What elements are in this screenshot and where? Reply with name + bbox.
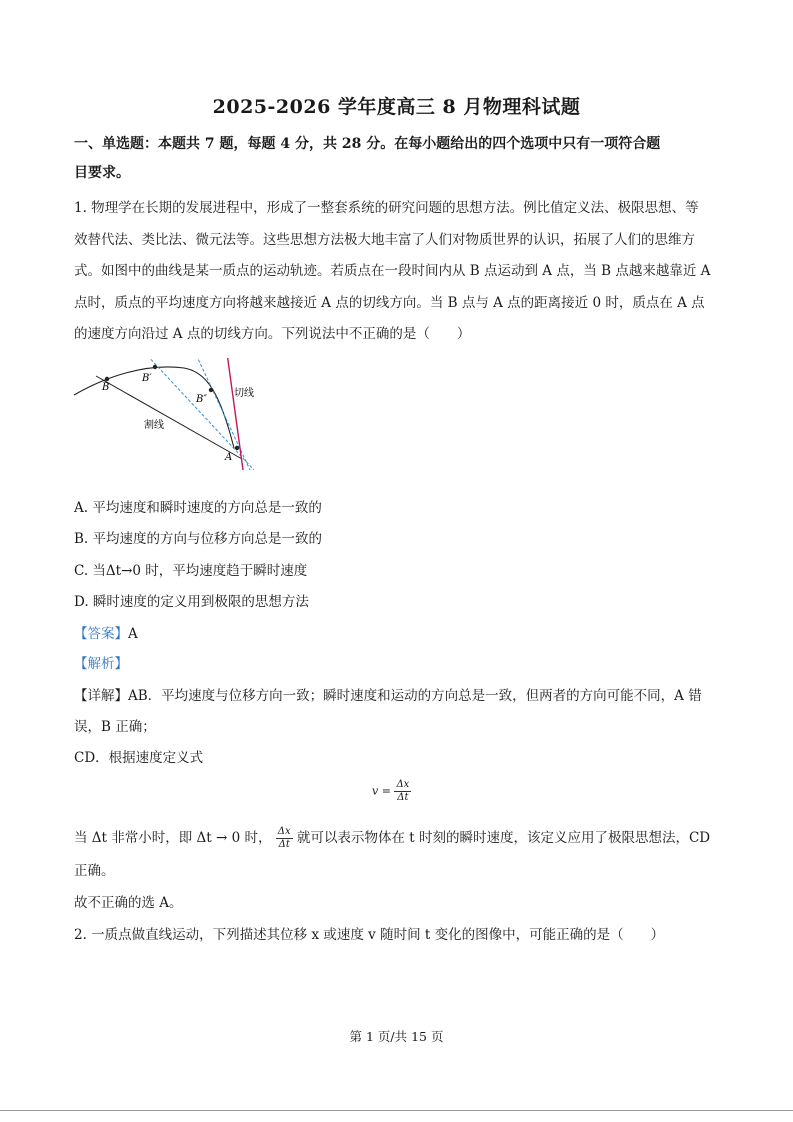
section-heading-line1: 一、单选题：本题共 7 题，每题 4 分，共 28 分。在每小题给出的四个选项中只有一项符合题 bbox=[74, 136, 661, 152]
q2-text: 2. 一质点做直线运动，下列描述其位移 x 或速度 v 随时间 t 变化的图像中，可能正确的是（ ） bbox=[74, 927, 665, 943]
formula-denominator: Δt bbox=[397, 792, 409, 803]
page-footer: 第 1 页/共 15 页 bbox=[349, 1029, 444, 1044]
detail-line2: 误，B 正确； bbox=[74, 719, 156, 735]
option-b: B. 平均速度的方向与位移方向总是一致的 bbox=[74, 531, 323, 547]
detail-text-1: AB．平均速度与位移方向一致；瞬时速度和运动的方向总是一致，但两者的方向可能不同，A 错 bbox=[128, 688, 702, 704]
ratio-numerator: Δx bbox=[277, 826, 291, 837]
trajectory-curve bbox=[74, 367, 234, 448]
detail-line1 bbox=[74, 686, 724, 706]
section-heading-line2: 目要求。 bbox=[74, 165, 130, 181]
answer-value: A bbox=[128, 626, 138, 642]
answer-tag: 【答案】 bbox=[74, 626, 128, 642]
q1-text-line3: 式。如图中的曲线是某一质点的运动轨迹。若质点在一段时间内从 B 点运动到 A 点，当 B 点越来越靠近 A bbox=[74, 263, 711, 279]
detail-tag: 【详解】 bbox=[74, 688, 128, 704]
secant-line bbox=[96, 376, 242, 459]
point-A bbox=[235, 446, 239, 450]
label-tangent: 切线 bbox=[234, 388, 254, 399]
option-c: C. 当Δt→0 时，平均速度趋于瞬时速度 bbox=[74, 563, 308, 579]
label-B: B bbox=[102, 382, 110, 393]
answer-line bbox=[74, 624, 724, 644]
formula-lhs: v = bbox=[372, 784, 395, 798]
page-title: 2025-2026 学年度高三 8 月物理科试题 bbox=[212, 96, 581, 118]
option-a: A. 平均速度和瞬时速度的方向总是一致的 bbox=[74, 500, 322, 516]
point-B1 bbox=[153, 365, 157, 369]
point-B bbox=[105, 377, 109, 381]
formula-fraction bbox=[394, 779, 411, 804]
trajectory-figure bbox=[72, 358, 282, 470]
when-pre: 当 Δt 非常小时，即 Δt → 0 时， bbox=[74, 830, 272, 846]
q1-text-line1: 1. 物理学在长期的发展进程中，形成了一整套系统的研究问题的思想方法。例比值定义法、极限思想、等 bbox=[74, 200, 699, 216]
velocity-formula bbox=[372, 779, 411, 804]
label-B2: B″ bbox=[196, 394, 208, 405]
q1-text-line2: 效替代法、类比法、微元法等。这些思想方法极大地丰富了人们对物质世界的认识，拓展了人们的思维方 bbox=[74, 232, 695, 248]
q1-text-line4: 点时，质点的平均速度方向将越来越接近 A 点的切线方向。当 B 点与 A 点的距离接近 0 时，质点在 A 点 bbox=[74, 295, 705, 311]
label-secant: 割线 bbox=[144, 420, 164, 431]
when-post: 就可以表示物体在 t 时刻的瞬时速度，该定义应用了极限思想法，CD bbox=[296, 830, 711, 846]
ratio-denominator: Δt bbox=[278, 839, 290, 850]
q1-text-line5: 的速度方向沿过 A 点的切线方向。下列说法中不正确的是（ ） bbox=[74, 326, 471, 342]
when-line2: 正确。 bbox=[74, 863, 115, 879]
point-B2 bbox=[209, 388, 213, 392]
cd-line: CD．根据速度定义式 bbox=[74, 750, 204, 766]
label-A: A bbox=[225, 452, 233, 463]
analysis-tag: 【解析】 bbox=[74, 656, 128, 672]
ratio-fraction bbox=[276, 826, 293, 851]
label-B1: B′ bbox=[142, 373, 152, 384]
bottom-divider bbox=[0, 1110, 793, 1111]
conclusion-line: 故不正确的选 A。 bbox=[74, 895, 183, 911]
when-line bbox=[74, 826, 724, 851]
option-d: D. 瞬时速度的定义用到极限的思想方法 bbox=[74, 594, 309, 610]
formula-numerator: Δx bbox=[396, 779, 410, 790]
